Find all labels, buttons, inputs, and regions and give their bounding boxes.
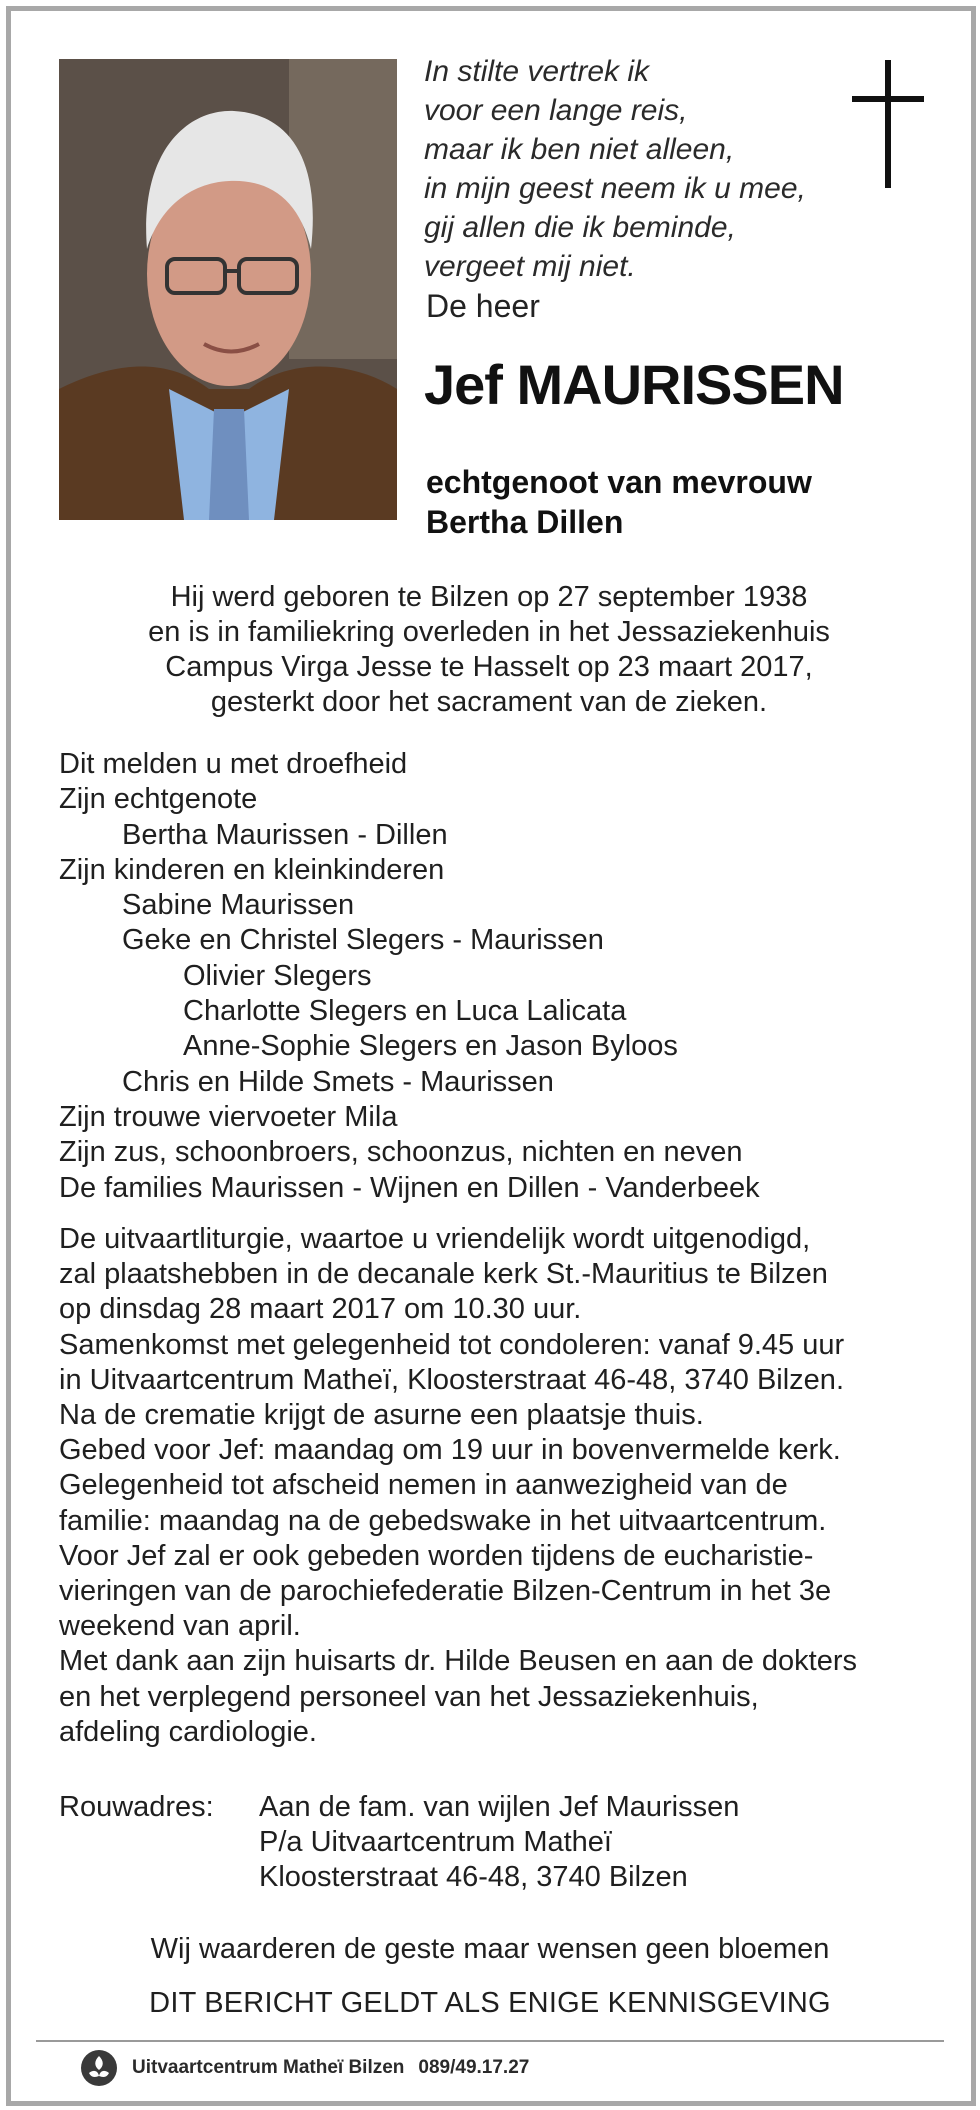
family-line: Zijn echtgenote [59,783,258,816]
info-line: Met dank aan zijn huisarts dr. Hilde Beusen en aan de dokters [59,1645,857,1678]
family-line: De families Maurissen - Wijnen en Dillen - Vanderbeek [59,1171,760,1204]
family-line: Sabine Maurissen [122,889,355,922]
info-line: en het verplegend personeel van het Jessaziekenhuis, [59,1680,759,1713]
info-line: Na de crematie krijgt de asurne een plaatsje thuis. [59,1399,704,1432]
deceased-name: Jef MAURISSEN [424,353,844,416]
info-line: in Uitvaartcentrum Matheï, Kloosterstraat 46-48, 3740 Bilzen. [59,1363,844,1396]
poem [424,52,864,286]
family-line: Zijn trouwe viervoeter Mila [59,1100,398,1133]
info-line: weekend van april. [59,1610,301,1643]
funeral-home-logo-icon [80,2049,118,2087]
family-line: Olivier Slegers [183,959,372,992]
funeral-home-name: Uitvaartcentrum Matheï Bilzen [132,2057,405,2078]
spouse-line: Bertha Dillen [426,504,624,540]
family-line: Geke en Christel Slegers - Maurissen [122,924,604,957]
info-line: zal plaatshebben in de decanale kerk St.-Mauritius te Bilzen [59,1258,828,1291]
address-label: Rouwadres: [59,1791,214,1823]
info-line: afdeling cardiologie. [59,1715,317,1748]
funeral-info [59,1222,939,1750]
family-line: Chris en Hilde Smets - Maurissen [122,1065,554,1098]
birth-death-info [59,580,919,720]
family-line: Charlotte Slegers en Luca Lalicata [183,995,627,1028]
family-line: Dit melden u met droefheid [59,748,408,780]
poem-line: gij allen die ik beminde, [424,211,736,244]
birth-line: gesterkt door het sacrament van de zieken. [210,686,768,718]
info-line: op dinsdag 28 maart 2017 om 10.30 uur. [59,1293,582,1326]
spouse-line: echtgenoot van mevrouw [426,464,812,500]
info-line: De uitvaartliturgie, waartoe u vriendelijk wordt uitgenodigd, [59,1223,811,1255]
birth-line: Campus Virga Jesse te Hasselt op 23 maart 2017, [165,651,813,683]
birth-line: en is in familiekring overleden in het Jessaziekenhuis [148,616,830,648]
poem-line: vergeet mij niet. [424,250,636,283]
portrait-photo [59,59,397,520]
spouse-info [426,462,812,542]
poem-line: In stilte vertrek ik [424,55,650,88]
mourning-address [59,1790,939,1895]
info-line: Gebed voor Jef: maandag om 19 uur in bovenvermelde kerk. [59,1434,841,1467]
family-list [59,747,939,1206]
family-line: Zijn zus, schoonbroers, schoonzus, nichten en neven [59,1136,743,1169]
sole-notice: DIT BERICHT GELDT ALS ENIGE KENNISGEVING [149,1987,831,2019]
family-line: Bertha Maurissen - Dillen [122,818,448,851]
poem-line: voor een lange reis, [424,94,688,127]
info-line: Voor Jef zal er ook gebeden worden tijdens de eucharistie- [59,1539,814,1572]
family-line: Zijn kinderen en kleinkinderen [59,853,445,886]
honorific: De heer [426,288,540,324]
info-line: familie: maandag na de gebedswake in het uitvaartcentrum. [59,1504,827,1537]
info-line: vieringen van de parochiefederatie Bilzen-Centrum in het 3e [59,1575,832,1608]
funeral-home-phone: 089/49.17.27 [418,2057,530,2078]
footer-divider [36,2040,944,2042]
address-line: P/a Uitvaartcentrum Matheï [259,1826,612,1858]
poem-line: in mijn geest neem ik u mee, [424,172,806,205]
address-line: Kloosterstraat 46-48, 3740 Bilzen [259,1861,688,1893]
address-line: Aan de fam. van wijlen Jef Maurissen [259,1791,740,1823]
footer [80,2048,529,2088]
birth-line: Hij werd geboren te Bilzen op 27 september 1938 [170,581,808,613]
family-line: Anne-Sophie Slegers en Jason Byloos [183,1030,678,1063]
poem-line: maar ik ben niet alleen, [424,133,735,166]
info-line: Samenkomst met gelegenheid tot condoleren: vanaf 9.45 uur [59,1328,845,1361]
no-flowers-note: Wij waarderen de geste maar wensen geen bloemen [150,1933,830,1965]
info-line: Gelegenheid tot afscheid nemen in aanwezigheid van de [59,1469,788,1502]
cross-icon [852,60,924,188]
